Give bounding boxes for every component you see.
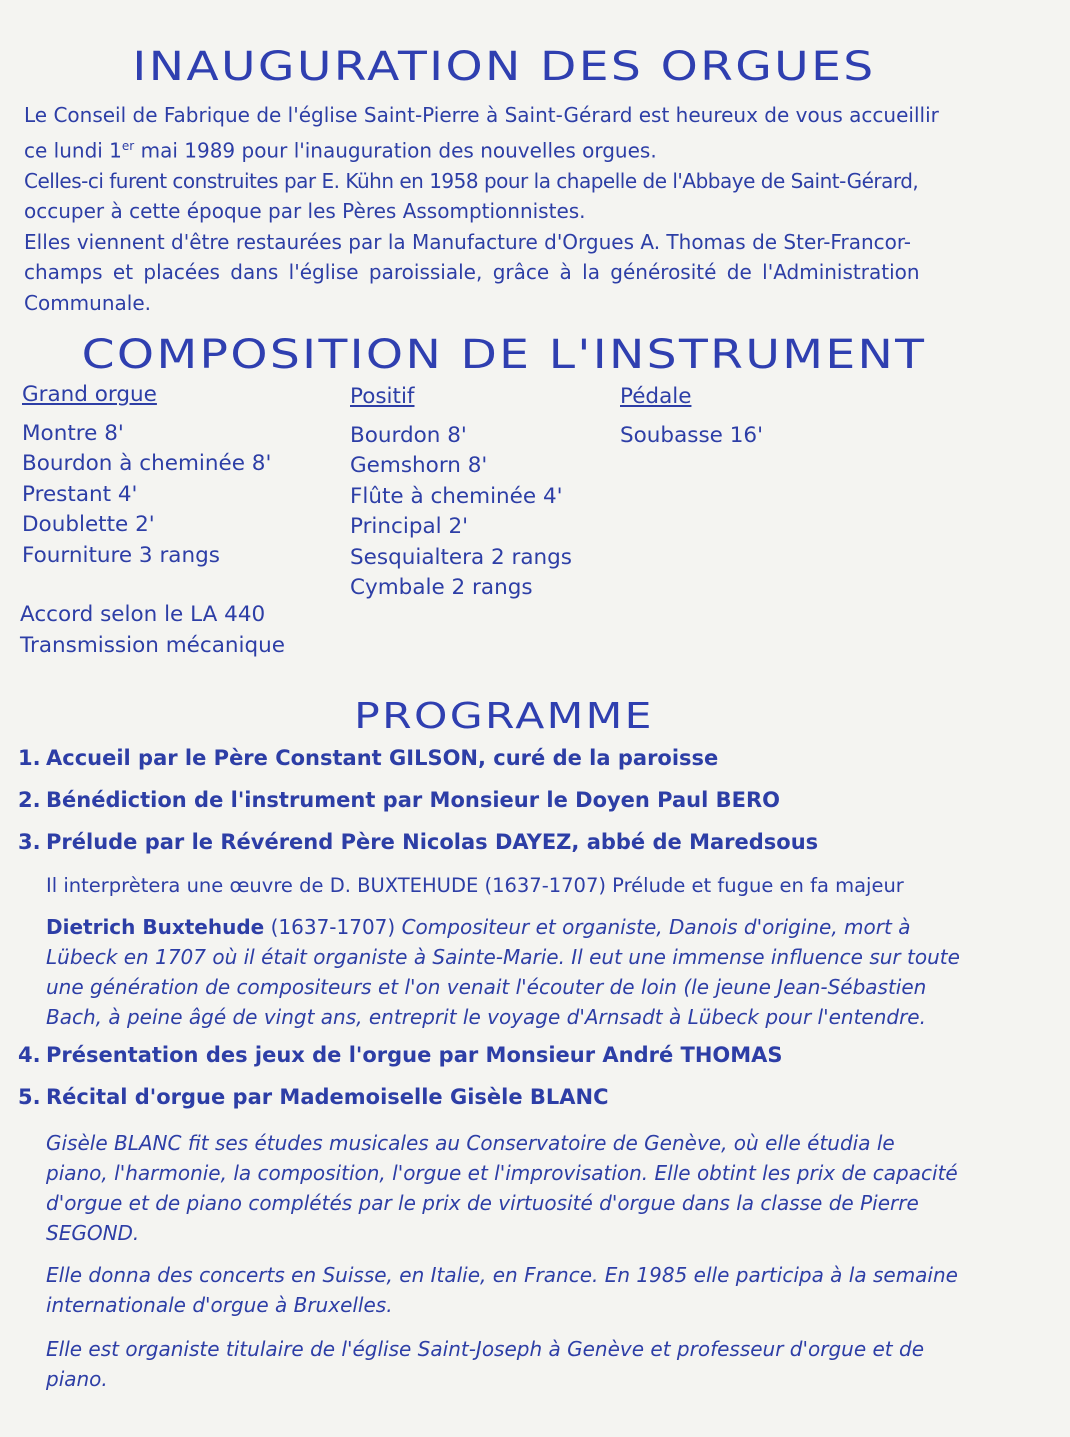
stop-item: Gemshorn 8' (350, 453, 488, 478)
intro-line: Le Conseil de Fabrique de l'église Saint-Pierre à Saint-Gérard est heureux de vous accueillir (24, 103, 939, 127)
intro-line: Celles-ci furent construites par E. Kühn en 1958 pour la chapelle de l'Abbaye de Saint-Gérard, (24, 168, 919, 193)
inauguration-title: INAUGURATION DES ORGUES (132, 44, 876, 90)
positif-column (350, 382, 572, 604)
stop-item: Prestant 4' (22, 481, 138, 507)
blanc-bio: Gisèle BLANC fit ses études musicales au Conservatoire de Genève, où elle étudia le piano, l'harmonie, la composition, l'orgue et l'improvisation. Elle obtint les prix de capacité d'orgue et de piano complétés par le prix de virtuosité d'orgue dans la classe de Pierre SEGOND. (46, 1131, 958, 1245)
programme-title: PROGRAMME (354, 696, 654, 737)
programme-step: 1. Accueil par le Père Constant GILSON, curé de la paroisse (18, 746, 719, 770)
stop-item: Principal 2' (350, 514, 469, 539)
intro-line: occuper à cette époque par les Pères Assomptionnistes. (24, 199, 586, 224)
composition-title: COMPOSITION DE L'INSTRUMENT (81, 332, 927, 378)
pedale-column (620, 382, 763, 451)
grand-orgue-heading: Grand orgue (22, 382, 157, 407)
programme-step: 5. Récital d'orgue par Mademoiselle Gisèle BLANC (18, 1085, 609, 1109)
stop-item: Bourdon à cheminée 8' (22, 451, 272, 476)
stop-item: Bourdon 8' (350, 422, 467, 448)
stop-item: Doublette 2' (22, 512, 155, 537)
instrument-notes (20, 600, 285, 661)
intro-paragraph (24, 100, 986, 318)
stop-item: Flûte à cheminée 4' (350, 483, 563, 509)
intro-line: ce lundi 1er mai 1989 pour l'inauguration des nouvelles orgues. (24, 138, 657, 163)
intro-line: Elles viennent d'être restaurées par la Manufacture d'Orgues A. Thomas de Ster-Francor- (24, 229, 912, 254)
transmission-note: Transmission mécanique (20, 632, 285, 658)
stop-item: Cymbale 2 rangs (350, 575, 533, 600)
positif-heading: Positif (350, 384, 415, 409)
buxtehude-bio: Dietrich Buxtehude (1637-1707) Compositeur et organiste, Danois d'origine, mort à Lübeck en 1707 où il était organiste à Sainte-Marie. Il eut une immense influence sur toute une génération de compositeurs et l'on venait l'écouter de loin (le jeune Jean-Sébastien Bach, à peine âgé de vingt ans, entreprit le voyage d'Arnsadt à Lübeck pour l'entendre. (46, 915, 960, 1029)
intro-line: champs et placées dans l'église paroissiale, grâce à la générosité de l'Administration (24, 260, 920, 285)
stop-item: Soubasse 16' (620, 422, 763, 448)
stop-item: Sesquialtera 2 rangs (350, 544, 572, 570)
intro-line: Communale. (24, 290, 151, 315)
programme-step: 3. Prélude par le Révérend Père Nicolas DAYEZ, abbé de Maredsous (18, 830, 819, 854)
blanc-concerts: Elle donna des concerts en Suisse, en Italie, en France. En 1985 elle participa à la semaine internationale d'orgue à Bruxelles. (46, 1263, 958, 1317)
stop-item: Montre 8' (22, 420, 124, 446)
pedale-heading: Pédale (620, 384, 692, 409)
blanc-position: Elle est organiste titulaire de l'église Saint-Joseph à Genève et professeur d'orgue et de piano. (46, 1337, 924, 1391)
stop-item: Fourniture 3 rangs (22, 542, 220, 568)
tuning-note: Accord selon le LA 440 (20, 602, 266, 627)
programme-step: 2. Bénédiction de l'instrument par Monsieur le Doyen Paul BERO (18, 788, 781, 812)
grand-orgue-column (22, 380, 271, 571)
programme-step-detail: Il interprètera une œuvre de D. BUXTEHUDE (1637-1707) Prélude et fugue en fa majeur (46, 874, 904, 897)
programme-step: 4. Présentation des jeux de l'orgue par Monsieur André THOMAS (18, 1043, 783, 1067)
